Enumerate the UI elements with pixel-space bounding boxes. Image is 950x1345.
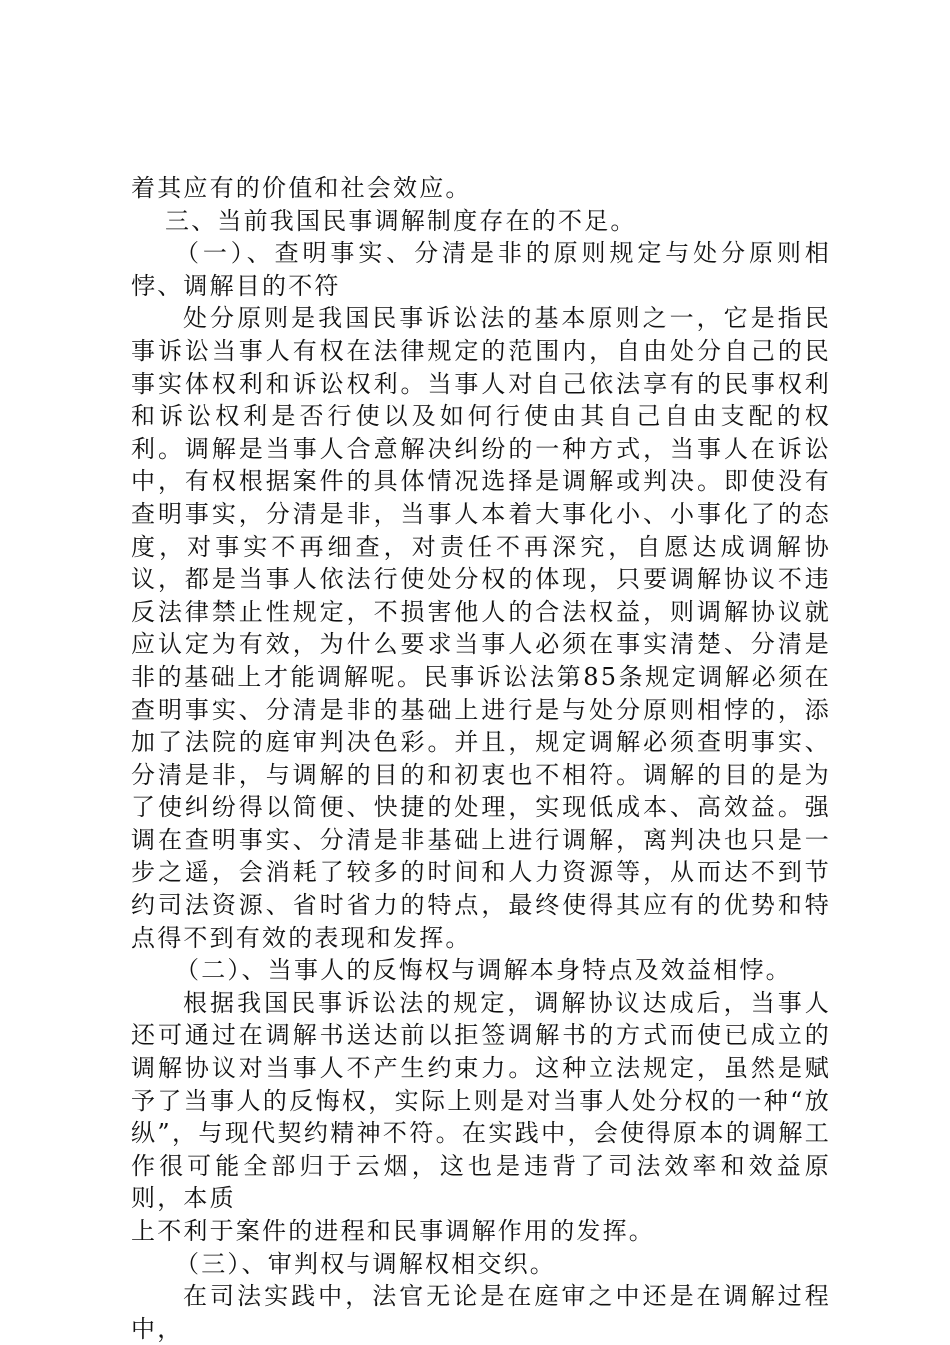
body-paragraph-3: 在司法实践中，法官无论是在庭审之中还是在调解过程中， bbox=[131, 1282, 831, 1343]
body-paragraph-2: 根据我国民事诉讼法的规定，调解协议达成后，当事人还可通过在调解书送达前以拒签调解书的方式而使已成立的调解协议对当事人不产生约束力。这种立法规定，虽然是赋予了当事人的反悔权，实际上则是对当事人处分权的一种“放纵”，与现代契约精神不符。在实践中，会使得原本的调解工作很可能全部归于云烟，这也是违背了司法效率和效益原则，本质 bbox=[131, 988, 831, 1213]
subsection-heading-1: （一）、查明事实、分清是非的原则规定与处分原则相悖、调解目的不符 bbox=[131, 239, 831, 300]
body-paragraph-2-continuation: 上不利于案件的进程和民事调解作用的发挥。 bbox=[131, 1217, 655, 1245]
document-body bbox=[131, 172, 831, 1345]
body-paragraph-1: 处分原则是我国民事诉讼法的基本原则之一，它是指民事诉讼当事人有权在法律规定的范围内，自由处分自己的民事实体权利和诉讼权利。当事人对自己依法享有的民事权利和诉讼权利是否行使以及如何行使由其自己自由支配的权利。调解是当事人合意解决纠纷的一种方式，当事人在诉讼中，有权根据案件的具体情况选择是调解或判决。即使没有查明事实，分清是非，当事人本着大事化小、小事化了的态度，对事实不再细查，对责任不再深究，自愿达成调解协议，都是当事人依法行使处分权的体现，只要调解协议不违反法律禁止性规定，不损害他人的合法权益，则调解协议就应认定为有效，为什么要求当事人必须在事实清楚、分清是非的基础上才能调解呢。民事诉讼法第85条规定调解必须在查明事实、分清是非的基础上进行是与处分原则相悖的，添加了法院的庭审判决色彩。并且，规定调解必须查明事实、分清是非，与调解的目的和初衷也不相符。调解的目的是为了使纠纷得以简便、快捷的处理，实现低成本、高效益。强调在查明事实、分清是非基础上进行调解，离判决也只是一步之遥，会消耗了较多的时间和人力资源等，从而达不到节约司法资源、省时省力的特点，最终使得其应有的优势和特点得不到有效的表现和发挥。 bbox=[131, 304, 831, 952]
subsection-heading-2: （二）、当事人的反悔权与调解本身特点及效益相悖。 bbox=[175, 956, 792, 985]
subsection-heading-3: （三）、审判权与调解权相交织。 bbox=[175, 1249, 556, 1278]
paragraph-continuation: 着其应有的价值和社会效应。 bbox=[131, 174, 472, 202]
section-heading: 三、当前我国民事调解制度存在的不足。 bbox=[165, 206, 637, 235]
